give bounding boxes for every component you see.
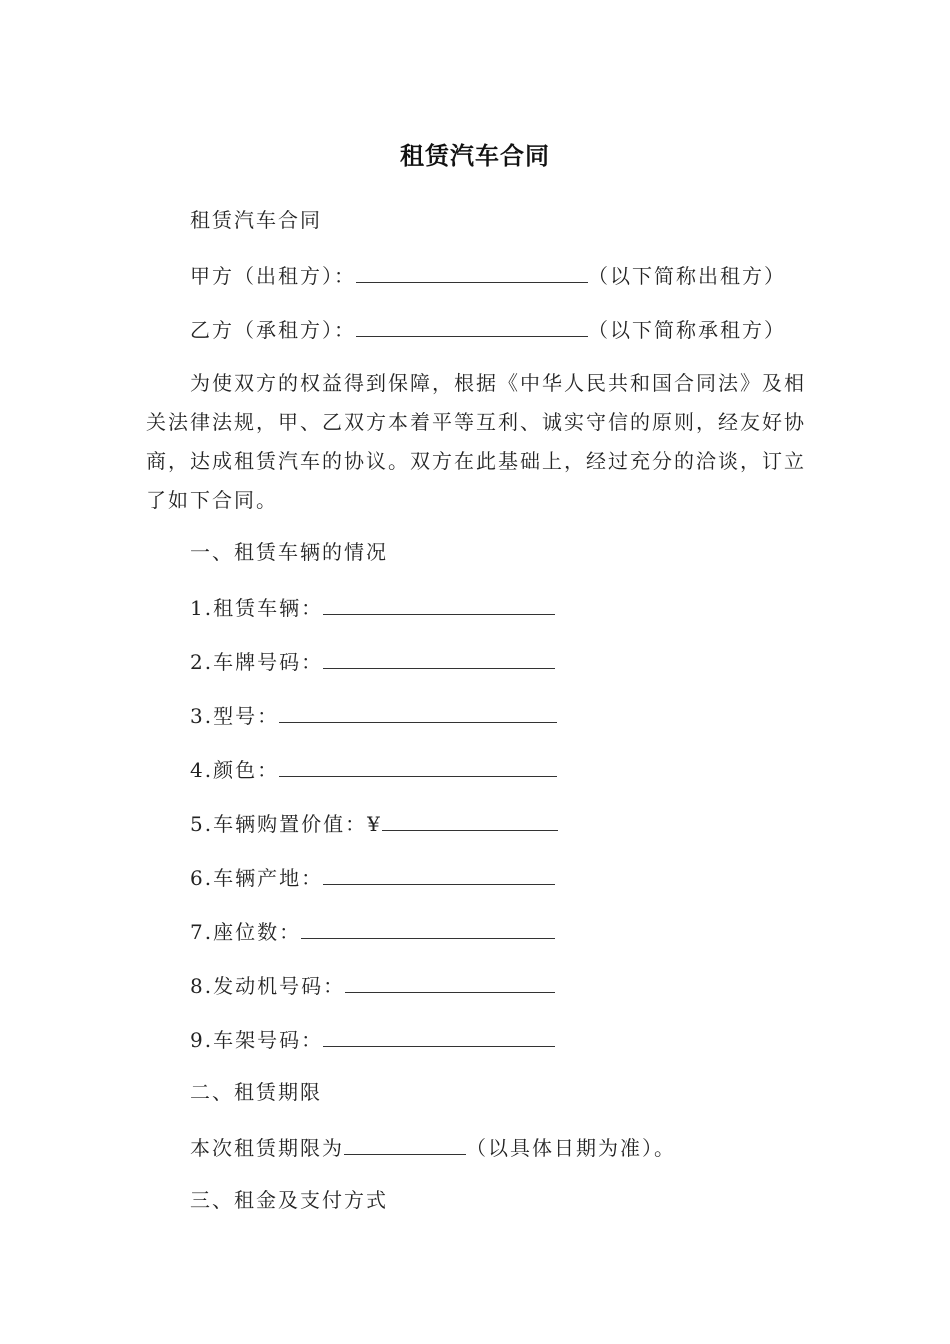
party-a-line [190, 260, 786, 290]
vehicle-field-2 [190, 646, 555, 676]
preamble-paragraph [146, 364, 806, 520]
document-subtitle: 租赁汽车合同 [190, 208, 322, 232]
field-label: 3.型号： [190, 704, 280, 728]
party-b-line [190, 314, 786, 344]
field-blank[interactable] [323, 646, 555, 669]
lease-term-text-after: （以具体日期为准）。 [466, 1136, 676, 1160]
vehicle-field-5 [190, 808, 558, 838]
party-a-blank[interactable] [356, 260, 588, 283]
vehicle-field-9 [190, 1024, 555, 1054]
field-blank[interactable] [382, 808, 558, 831]
field-label: 4.颜色： [190, 758, 280, 782]
lease-term-text-before: 本次租赁期限为 [190, 1136, 344, 1160]
document-title: 租赁汽车合同 [400, 142, 550, 170]
field-blank[interactable] [279, 754, 557, 777]
field-label: 9.车架号码： [190, 1028, 324, 1052]
party-a-label: 甲方（出租方）： [190, 264, 356, 288]
field-label: 7.座位数： [190, 920, 302, 944]
field-blank[interactable] [323, 1024, 555, 1047]
lease-term-blank[interactable] [344, 1132, 466, 1155]
preamble-text: 为使双方的权益得到保障，根据《中华人民共和国合同法》及相关法律法规，甲、乙双方本着平等互利、诚实守信的原则，经友好协商，达成租赁汽车的协议。双方在此基础上，经过充分的洽谈，订立了如下合同。 [146, 371, 806, 512]
vehicle-field-8 [190, 970, 555, 1000]
party-a-suffix: （以下简称出租方） [588, 264, 786, 288]
field-blank[interactable] [323, 862, 555, 885]
field-blank[interactable] [323, 592, 555, 615]
field-blank[interactable] [345, 970, 555, 993]
field-label: 6.车辆产地： [190, 866, 324, 890]
section-1-heading: 一、租赁车辆的情况 [190, 540, 388, 564]
field-label: 2.车牌号码： [190, 650, 324, 674]
field-blank[interactable] [279, 700, 557, 723]
party-b-label: 乙方（承租方）： [190, 318, 356, 342]
section-2-heading: 二、租赁期限 [190, 1080, 322, 1104]
vehicle-field-3 [190, 700, 557, 730]
vehicle-field-7 [190, 916, 555, 946]
party-b-suffix: （以下简称承租方） [588, 318, 786, 342]
vehicle-field-6 [190, 862, 555, 892]
field-label: 5.车辆购置价值：¥ [190, 812, 382, 836]
field-label: 8.发动机号码： [190, 974, 346, 998]
vehicle-field-1 [190, 592, 555, 622]
lease-term-line [190, 1132, 676, 1162]
party-b-blank[interactable] [356, 314, 588, 337]
field-label: 1.租赁车辆： [190, 596, 324, 620]
field-blank[interactable] [301, 916, 555, 939]
vehicle-field-4 [190, 754, 557, 784]
section-3-heading: 三、租金及支付方式 [190, 1188, 388, 1212]
